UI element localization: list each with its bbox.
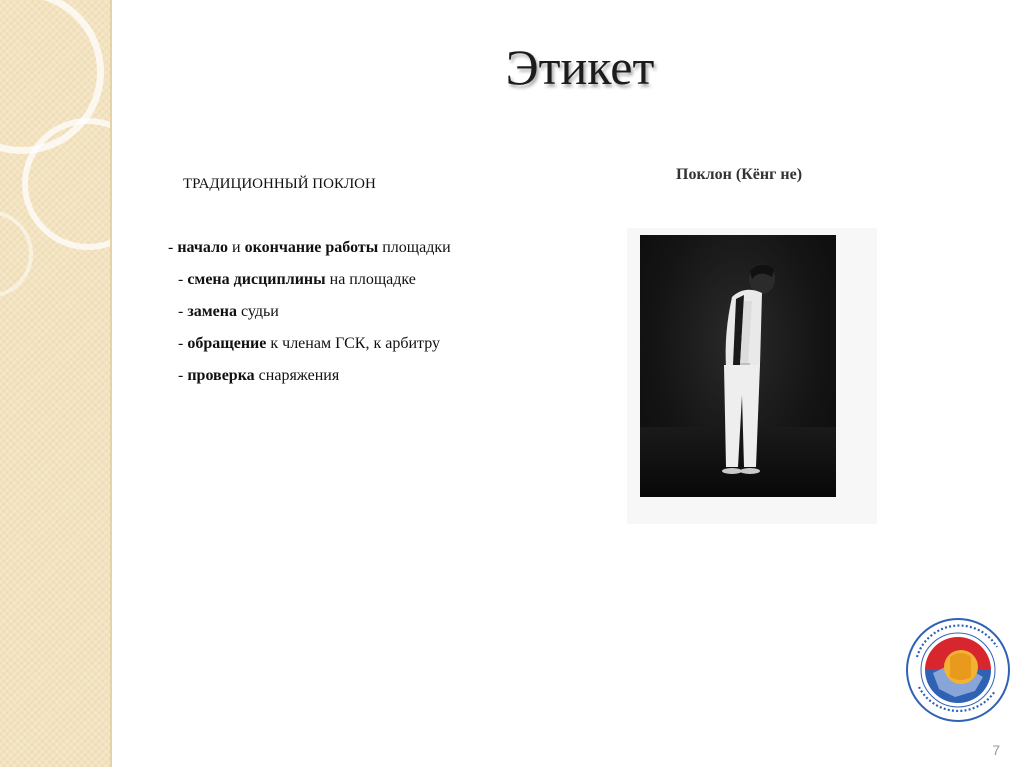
list-item: - проверка снаряжения xyxy=(178,367,340,384)
slide-title: Этикет xyxy=(505,39,655,95)
list-item: - замена судьи xyxy=(178,303,279,320)
decorative-side-band xyxy=(0,0,110,767)
decorative-ring xyxy=(0,210,33,298)
list-item: - начало и окончание работы площадки xyxy=(168,239,451,256)
page-number: 7 xyxy=(992,742,1000,758)
bow-photo xyxy=(640,235,836,497)
section-subtitle: ТРАДИЦИОННЫЙ ПОКЛОН xyxy=(183,176,376,192)
photo-caption: Поклон (Кёнг не) xyxy=(676,166,803,183)
federation-logo xyxy=(905,617,1011,723)
side-band-border xyxy=(110,0,112,767)
bow-occasions-list xyxy=(168,238,451,398)
bowing-figure-image xyxy=(640,235,836,497)
list-item: - обращение к членам ГСК, к арбитру xyxy=(178,335,441,352)
list-item: - смена дисциплины на площадке xyxy=(178,271,416,288)
